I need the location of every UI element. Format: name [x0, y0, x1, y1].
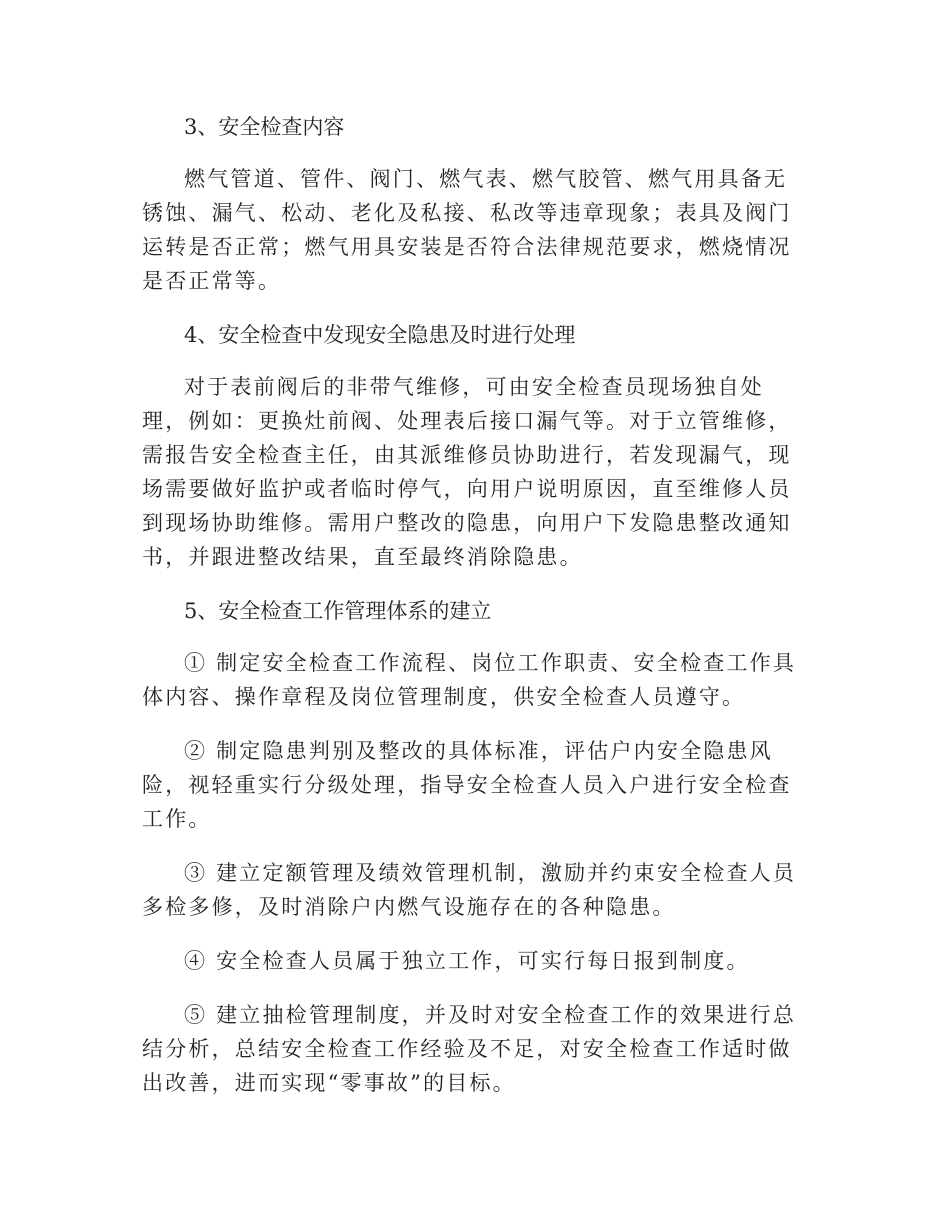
section-5-item-4: ④ 安全检查人员属于独立工作，可实行每日报到制度。	[184, 949, 750, 973]
section-5-item-3: ③ 建立定额管理及绩效管理机制，激励并约束安全检查人员多检多修，及时消除户内燃气设施存在的各种隐患。	[142, 861, 797, 919]
section-3-paragraph: 燃气管道、管件、阀门、燃气表、燃气胶管、燃气用具备无锈蚀、漏气、松动、老化及私接、私改等违章现象；表具及阀门运转是否正常；燃气用具安装是否符合法律规范要求，燃烧情况是否正常等。	[142, 167, 792, 293]
section-5-item-5: ⑤ 建立抽检管理制度，并及时对安全检查工作的效果进行总结分析，总结安全检查工作经验及不足，对安全检查工作适时做出改善，进而实现“零事故”的目标。	[142, 1003, 797, 1095]
section-4-paragraph: 对于表前阀后的非带气维修，可由安全检查员现场独自处理，例如：更换灶前阀、处理表后接口漏气等。对于立管维修，需报告安全检查主任，由其派维修员协助进行，若发现漏气，现场需要做好监护或者临时停气，向用户说明原因，直至维修人员到现场协助维修。需用户整改的隐患，向用户下发隐患整改通知书，并跟进整改结果，直至最终消除隐患。	[142, 375, 792, 569]
document-body	[142, 110, 810, 1100]
section-heading-3: 3、安全检查内容	[184, 115, 345, 139]
section-5-item-2: ② 制定隐患判别及整改的具体标准，评估户内安全隐患风险，视轻重实行分级处理，指导安全检查人员入户进行安全检查工作。	[142, 739, 792, 831]
section-5-item-1: ① 制定安全检查工作流程、岗位工作职责、安全检查工作具体内容、操作章程及岗位管理制度，供安全检查人员遵守。	[142, 651, 797, 709]
section-heading-5: 5、安全检查工作管理体系的建立	[184, 599, 492, 623]
section-heading-4: 4、安全检查中发现安全隐患及时进行处理	[184, 323, 576, 347]
